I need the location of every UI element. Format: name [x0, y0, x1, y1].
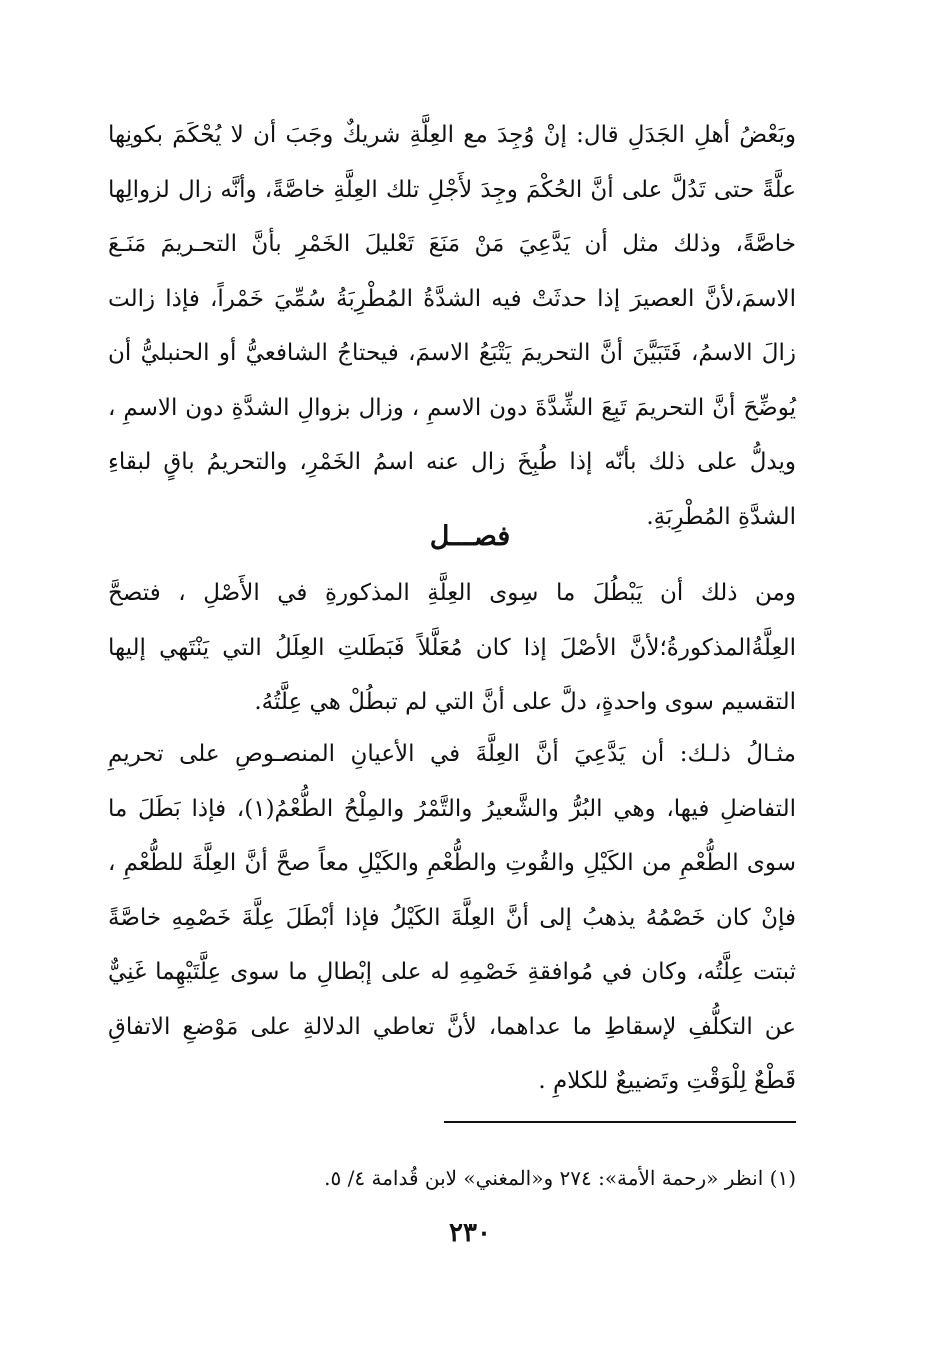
footnote: (١) انظر «رحمة الأمة»: ٢٧٤ و«المغني» لابن قُدامة ٤/ ٥. — [324, 1166, 796, 1190]
paragraph-text-3: مثـالُ ذلـك: أن يَدَّعِيَ أنَّ العِلَّةَ في الأعيانِ المنصـوصِ على تحريمِ التفاضلِ فيها، وهي البُرُّ والشَّعيرُ والتَّمْرُ والمِلْحُ الطُّعْمُ(١)، فإذا بَطَلَ ما سوى الطُّعْمِ من الكَيْلِ والقُوتِ والطُّعْمِ والكَيْلِ معاً صحَّ أنَّ العِلَّةَ للطُّعْمِ ، فإنْ كان خَصْمُهُ يذهبُ إلى أنَّ العِلَّةَ الكَيْلُ فإذا أبْطَلَ عِلَّةَ خَصْمِهِ خاصَّةً ثبتت عِلَّتُه، وكان في مُوافقةِ خَصْمِهِ له على إبْطالِ ما سوى عِلَّتَيْهِما غَنِيٌّ عن التكلُّفِ لإسقاطِ ما عداهما، لأنَّ تعاطي الدلالةِ على مَوْضعِ الاتفاقِ قَطْعٌ لِلْوَقْتِ وتَضييعٌ للكلامِ . — [108, 741, 796, 1094]
section-heading: فصـــل — [429, 521, 511, 552]
body-paragraph-2 — [108, 566, 796, 730]
paragraph-text-2: ومن ذلك أن يَبْطُلَ ما سِوى العِلَّةِ المذكورةِ في الأَصْلِ ، فتصحَّ العِلَّةُالمذكورةُ؛لأنَّ الأصْلَ إذا كان مُعَلَّلاً فَبَطَلتِ العِلَلُ التي يَنْتَهي إليها التقسيم سوى واحدةٍ، دلَّ على أنَّ التي لم تبطُلْ هي عِلَّتُهُ. — [108, 580, 796, 715]
paragraph-text-1: وبَعْضُ أهلِ الجَدَلِ قال: إنْ وُجِدَ مع العِلَّةِ شريكٌ وجَبَ أن لا يُحْكَمَ بكونِها علَّةً حتى تَدُلَّ على أنَّ الحُكْمَ وجِدَ لأَجْلِ تلك العِلَّةِ خاصَّةً، وأنَّه زال لزوالِها خاصَّةً، وذلك مثل أن يَدَّعِيَ مَنْ مَنَعَ تَعْليلَ الخَمْرِ بأنَّ التحـريمَ مَنَـعَ الاسمَ،لأنَّ العصيرَ إذا حدثَتْ فيه الشدَّةُ المُطْرِبَةُ سُمِّيَ خَمْراً، فإذا زالت زالَ الاسمُ، فَتَبَيَّنَ أنَّ التحريمَ يَتْبَعُ الاسمَ، فيحتاجُ الشافعيُّ أو الحنبليُّ أن يُوضِّحَ أنَّ التحريمَ تَبِعَ الشِّدَّةَ دون الاسمِ ، وزال بزوالِ الشدَّةِ دون الاسمِ ، ويدلُّ على ذلك بأنّه إذا طُبِخَ زال عنه اسمُ الخَمْرِ، والتحريمُ باقٍ لبقاءِ الشدَّةِ المُطْرِبَةِ. — [108, 122, 796, 530]
body-paragraph-1 — [108, 108, 796, 544]
body-paragraph-3 — [108, 727, 796, 1109]
footnote-separator — [444, 1121, 796, 1123]
page-number: ٢٣٠ — [449, 1218, 491, 1248]
